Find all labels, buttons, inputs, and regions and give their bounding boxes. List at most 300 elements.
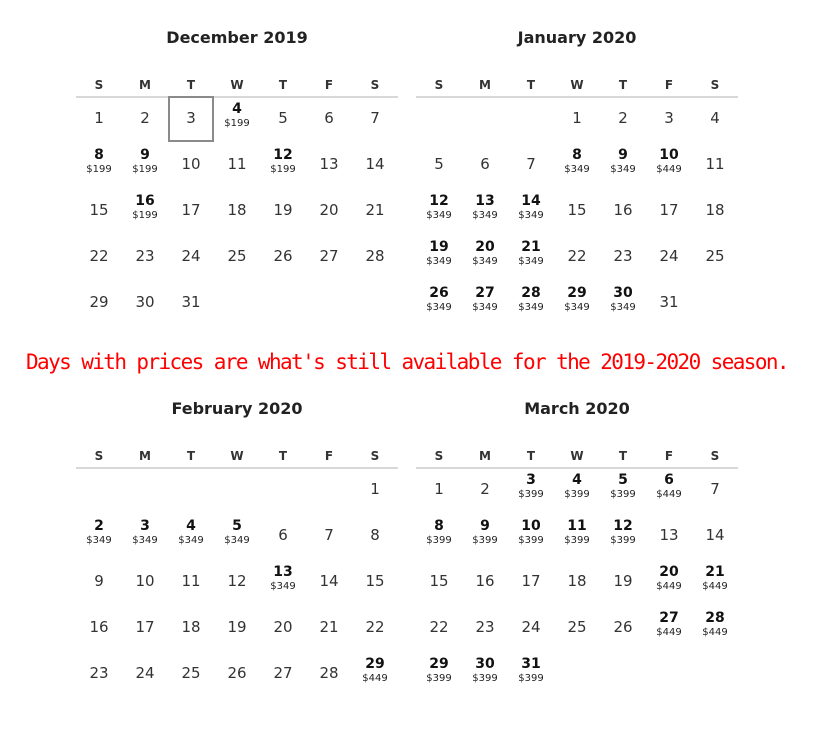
calendar-day[interactable]	[692, 142, 738, 188]
calendar-day[interactable]	[692, 96, 738, 142]
day-number: 4	[572, 472, 582, 488]
weekday-header: S	[94, 78, 104, 92]
calendar-day[interactable]	[214, 96, 260, 142]
day-price: $349	[132, 535, 158, 546]
calendar-day[interactable]	[306, 651, 352, 697]
day-number: 16	[135, 193, 155, 209]
day-number: 27	[475, 285, 495, 301]
day-number: 27	[659, 610, 679, 626]
calendar-day[interactable]	[260, 234, 306, 280]
day-number: 16	[89, 618, 109, 636]
calendar-day[interactable]	[554, 513, 600, 559]
day-number: 22	[365, 618, 385, 636]
day-number: 12	[227, 572, 247, 590]
calendar-day[interactable]	[168, 234, 214, 280]
day-number: 19	[429, 239, 449, 255]
calendar-day[interactable]	[508, 467, 554, 513]
calendar-day[interactable]	[168, 142, 214, 188]
day-number: 8	[370, 526, 380, 544]
day-number: 15	[89, 201, 109, 219]
day-price: $199	[132, 210, 158, 221]
day-price: $199	[270, 164, 296, 175]
calendar-day[interactable]	[214, 188, 260, 234]
calendar-day[interactable]	[508, 188, 554, 234]
calendar-day[interactable]	[646, 96, 692, 142]
weekday-header: M	[139, 449, 151, 463]
day-number: 4	[232, 101, 242, 117]
day-price: $349	[564, 164, 590, 175]
day-number: 2	[140, 109, 150, 127]
calendar-day[interactable]	[352, 605, 398, 651]
day-price: $349	[86, 535, 112, 546]
day-price: $349	[426, 302, 452, 313]
day-number: 18	[567, 572, 587, 590]
day-number: 30	[475, 656, 495, 672]
calendar-day[interactable]	[600, 605, 646, 651]
day-price: $349	[224, 535, 250, 546]
calendar-day[interactable]	[260, 188, 306, 234]
calendar-day[interactable]	[462, 513, 508, 559]
calendar-day[interactable]	[646, 513, 692, 559]
calendar-day[interactable]	[692, 188, 738, 234]
day-number: 6	[324, 109, 334, 127]
calendar-day[interactable]	[214, 513, 260, 559]
day-number: 4	[186, 518, 196, 534]
day-number: 1	[572, 109, 582, 127]
calendar-day[interactable]	[306, 605, 352, 651]
day-number: 2	[94, 518, 104, 534]
calendar-day[interactable]	[646, 142, 692, 188]
day-number: 31	[659, 293, 679, 311]
day-price: $349	[472, 210, 498, 221]
calendar-day[interactable]	[168, 513, 214, 559]
day-number: 21	[521, 239, 541, 255]
weekday-header: T	[618, 449, 628, 463]
day-number: 25	[227, 247, 247, 265]
day-number: 29	[429, 656, 449, 672]
day-number: 10	[521, 518, 541, 534]
day-number: 13	[319, 155, 339, 173]
calendar-february-2020	[76, 399, 398, 709]
calendar-day[interactable]	[352, 188, 398, 234]
day-price: $449	[362, 673, 388, 684]
calendar-day[interactable]	[416, 142, 462, 188]
calendar-day[interactable]	[76, 234, 122, 280]
weekday-header: M	[479, 449, 491, 463]
calendar-day[interactable]	[600, 188, 646, 234]
calendar-day[interactable]	[122, 559, 168, 605]
calendar-day[interactable]	[554, 234, 600, 280]
calendar-january-2020	[416, 28, 738, 338]
day-number: 1	[434, 480, 444, 498]
day-price: $349	[564, 302, 590, 313]
weekday-header: W	[230, 78, 244, 92]
calendar-december-2019	[76, 28, 398, 338]
day-number: 6	[278, 526, 288, 544]
calendar-day[interactable]	[168, 559, 214, 605]
calendar-day[interactable]	[646, 559, 692, 605]
calendar-day[interactable]	[306, 188, 352, 234]
day-number: 26	[273, 247, 293, 265]
calendar-day[interactable]	[462, 142, 508, 188]
calendar-day[interactable]	[416, 513, 462, 559]
calendar-day[interactable]	[306, 96, 352, 142]
day-number: 15	[365, 572, 385, 590]
calendar-day[interactable]	[352, 467, 398, 513]
calendar-day[interactable]	[76, 605, 122, 651]
calendar-day[interactable]	[416, 234, 462, 280]
day-number: 9	[480, 518, 490, 534]
calendar-day[interactable]	[692, 234, 738, 280]
day-number: 3	[186, 109, 196, 127]
calendar-day[interactable]	[214, 142, 260, 188]
calendar-day[interactable]	[508, 234, 554, 280]
day-number: 20	[475, 239, 495, 255]
calendar-day[interactable]	[306, 142, 352, 188]
calendar-day[interactable]	[306, 234, 352, 280]
day-number: 12	[273, 147, 293, 163]
calendar-day[interactable]	[508, 280, 554, 326]
calendar-day[interactable]	[462, 605, 508, 651]
calendar-day[interactable]	[122, 280, 168, 326]
day-price: $349	[178, 535, 204, 546]
calendar-day[interactable]	[76, 96, 122, 142]
day-price: $449	[656, 489, 682, 500]
day-number: 1	[94, 109, 104, 127]
calendar-day[interactable]	[508, 605, 554, 651]
calendar-day[interactable]	[462, 467, 508, 513]
calendar-day[interactable]	[260, 142, 306, 188]
day-number: 27	[273, 664, 293, 682]
day-price: $349	[426, 256, 452, 267]
weekday-header: S	[434, 449, 444, 463]
day-price: $449	[656, 164, 682, 175]
month-title: February 2020	[171, 399, 303, 418]
weekday-header: M	[479, 78, 491, 92]
calendar-day[interactable]	[168, 96, 214, 142]
weekday-header: W	[570, 78, 584, 92]
day-price: $399	[610, 535, 636, 546]
calendar-day[interactable]	[214, 651, 260, 697]
calendar-day[interactable]	[462, 559, 508, 605]
day-number: 23	[613, 247, 633, 265]
calendar-day[interactable]	[260, 651, 306, 697]
day-number: 8	[572, 147, 582, 163]
day-number: 24	[135, 664, 155, 682]
calendar-day[interactable]	[692, 513, 738, 559]
calendar-day[interactable]	[416, 188, 462, 234]
calendar-day[interactable]	[600, 234, 646, 280]
calendar-day[interactable]	[508, 559, 554, 605]
day-number: 27	[319, 247, 339, 265]
calendar-day[interactable]	[260, 96, 306, 142]
day-number: 24	[521, 618, 541, 636]
day-price: $349	[518, 210, 544, 221]
calendar-day[interactable]	[692, 467, 738, 513]
day-number: 28	[705, 610, 725, 626]
weekday-header: T	[618, 78, 628, 92]
calendar-day[interactable]	[214, 605, 260, 651]
day-number: 29	[567, 285, 587, 301]
day-number: 31	[521, 656, 541, 672]
calendar-day[interactable]	[122, 188, 168, 234]
day-number: 24	[181, 247, 201, 265]
header-divider	[76, 467, 398, 469]
day-number: 8	[94, 147, 104, 163]
day-number: 14	[521, 193, 541, 209]
day-number: 31	[181, 293, 201, 311]
calendar-day[interactable]	[646, 188, 692, 234]
day-price: $349	[472, 302, 498, 313]
weekday-header: S	[370, 449, 380, 463]
calendar-day[interactable]	[122, 96, 168, 142]
day-number: 11	[567, 518, 587, 534]
calendar-day[interactable]	[554, 280, 600, 326]
day-number: 7	[526, 155, 536, 173]
day-number: 29	[365, 656, 385, 672]
calendar-day[interactable]	[352, 513, 398, 559]
calendar-day[interactable]	[600, 142, 646, 188]
calendar-day[interactable]	[646, 280, 692, 326]
day-number: 26	[613, 618, 633, 636]
day-number: 14	[365, 155, 385, 173]
day-number: 7	[710, 480, 720, 498]
calendar-day[interactable]	[76, 651, 122, 697]
day-price: $349	[610, 164, 636, 175]
calendar-march-2020	[416, 399, 738, 709]
calendar-day[interactable]	[554, 559, 600, 605]
day-number: 7	[324, 526, 334, 544]
day-number: 7	[370, 109, 380, 127]
day-price: $449	[702, 581, 728, 592]
day-number: 12	[613, 518, 633, 534]
calendar-day[interactable]	[122, 513, 168, 559]
calendar-day[interactable]	[122, 234, 168, 280]
day-number: 21	[365, 201, 385, 219]
day-number: 26	[227, 664, 247, 682]
day-number: 13	[659, 526, 679, 544]
day-price: $399	[518, 489, 544, 500]
day-price: $399	[564, 535, 590, 546]
calendar-day[interactable]	[260, 559, 306, 605]
month-title: January 2020	[517, 28, 637, 47]
calendar-day[interactable]	[122, 605, 168, 651]
day-price: $449	[702, 627, 728, 638]
calendar-day[interactable]	[416, 559, 462, 605]
weekday-header: F	[324, 78, 334, 92]
day-number: 17	[181, 201, 201, 219]
calendar-day[interactable]	[168, 188, 214, 234]
month-title: December 2019	[166, 28, 308, 47]
day-number: 24	[659, 247, 679, 265]
calendar-day[interactable]	[76, 188, 122, 234]
day-price: $399	[426, 535, 452, 546]
day-price: $449	[656, 627, 682, 638]
calendar-day[interactable]	[168, 605, 214, 651]
day-number: 2	[618, 109, 628, 127]
day-number: 3	[140, 518, 150, 534]
day-price: $349	[610, 302, 636, 313]
day-number: 20	[319, 201, 339, 219]
calendar-day[interactable]	[352, 96, 398, 142]
month-title: March 2020	[524, 399, 630, 418]
day-number: 1	[370, 480, 380, 498]
day-number: 28	[319, 664, 339, 682]
day-number: 16	[475, 572, 495, 590]
weekday-header: T	[186, 449, 196, 463]
day-number: 11	[227, 155, 247, 173]
day-number: 16	[613, 201, 633, 219]
day-number: 9	[140, 147, 150, 163]
calendar-day[interactable]	[306, 559, 352, 605]
day-number: 6	[480, 155, 490, 173]
day-number: 10	[659, 147, 679, 163]
day-price: $449	[656, 581, 682, 592]
day-number: 25	[705, 247, 725, 265]
calendar-day[interactable]	[260, 605, 306, 651]
calendar-day[interactable]	[462, 234, 508, 280]
calendar-day[interactable]	[646, 234, 692, 280]
availability-note: Days with prices are what's still available for the 2019-2020 season.	[26, 350, 788, 374]
day-number: 9	[618, 147, 628, 163]
day-number: 26	[429, 285, 449, 301]
calendar-day[interactable]	[168, 651, 214, 697]
day-number: 28	[365, 247, 385, 265]
calendar-day[interactable]	[260, 513, 306, 559]
day-price: $349	[426, 210, 452, 221]
calendar-day[interactable]	[122, 651, 168, 697]
calendar-day[interactable]	[646, 605, 692, 651]
day-number: 11	[181, 572, 201, 590]
calendar-day[interactable]	[692, 559, 738, 605]
day-number: 22	[429, 618, 449, 636]
day-number: 15	[567, 201, 587, 219]
day-price: $399	[564, 489, 590, 500]
calendar-day[interactable]	[352, 142, 398, 188]
calendar-day[interactable]	[554, 188, 600, 234]
day-price: $349	[518, 302, 544, 313]
calendar-day[interactable]	[76, 142, 122, 188]
day-number: 3	[526, 472, 536, 488]
calendar-day[interactable]	[214, 234, 260, 280]
weekday-header: S	[710, 78, 720, 92]
calendar-day[interactable]	[508, 142, 554, 188]
day-price: $399	[472, 673, 498, 684]
calendar-day[interactable]	[554, 467, 600, 513]
day-number: 23	[135, 247, 155, 265]
calendar-day[interactable]	[416, 651, 462, 697]
day-number: 17	[521, 572, 541, 590]
day-price: $349	[472, 256, 498, 267]
day-number: 19	[273, 201, 293, 219]
weekday-header: S	[434, 78, 444, 92]
weekday-header: F	[664, 78, 674, 92]
calendar-day[interactable]	[600, 280, 646, 326]
weekday-header: S	[94, 449, 104, 463]
calendar-day[interactable]	[352, 234, 398, 280]
day-number: 28	[521, 285, 541, 301]
day-price: $399	[426, 673, 452, 684]
calendar-day[interactable]	[352, 651, 398, 697]
calendar-day[interactable]	[554, 96, 600, 142]
calendar-day[interactable]	[306, 513, 352, 559]
calendar-day[interactable]	[462, 280, 508, 326]
calendar-day[interactable]	[600, 96, 646, 142]
calendar-day[interactable]	[508, 513, 554, 559]
calendar-day[interactable]	[554, 605, 600, 651]
calendar-day[interactable]	[416, 605, 462, 651]
day-number: 13	[273, 564, 293, 580]
day-number: 5	[618, 472, 628, 488]
day-number: 23	[475, 618, 495, 636]
weekday-header: T	[186, 78, 196, 92]
calendar-day[interactable]	[600, 559, 646, 605]
calendar-day[interactable]	[462, 651, 508, 697]
day-number: 20	[273, 618, 293, 636]
day-number: 30	[135, 293, 155, 311]
day-price: $199	[132, 164, 158, 175]
day-number: 21	[319, 618, 339, 636]
day-number: 12	[429, 193, 449, 209]
calendar-day[interactable]	[416, 280, 462, 326]
calendar-day[interactable]	[76, 559, 122, 605]
day-number: 17	[135, 618, 155, 636]
day-number: 18	[705, 201, 725, 219]
day-number: 25	[567, 618, 587, 636]
weekday-header: T	[526, 449, 536, 463]
calendar-day[interactable]	[76, 513, 122, 559]
calendar-day[interactable]	[352, 559, 398, 605]
calendar-day[interactable]	[416, 467, 462, 513]
day-number: 18	[181, 618, 201, 636]
calendar-day[interactable]	[168, 280, 214, 326]
weekday-header: W	[570, 449, 584, 463]
calendar-day[interactable]	[76, 280, 122, 326]
day-number: 2	[480, 480, 490, 498]
weekday-header: F	[664, 449, 674, 463]
day-number: 6	[664, 472, 674, 488]
weekday-header: T	[278, 78, 288, 92]
day-price: $199	[86, 164, 112, 175]
day-number: 18	[227, 201, 247, 219]
day-price: $399	[518, 673, 544, 684]
calendar-day[interactable]	[600, 467, 646, 513]
calendar-day[interactable]	[462, 188, 508, 234]
calendar-day[interactable]	[122, 142, 168, 188]
calendar-day[interactable]	[646, 467, 692, 513]
day-number: 15	[429, 572, 449, 590]
day-number: 14	[705, 526, 725, 544]
day-number: 10	[181, 155, 201, 173]
day-number: 25	[181, 664, 201, 682]
calendar-day[interactable]	[214, 559, 260, 605]
day-price: $399	[472, 535, 498, 546]
day-price: $199	[224, 118, 250, 129]
weekday-header: M	[139, 78, 151, 92]
day-number: 17	[659, 201, 679, 219]
calendar-day[interactable]	[692, 605, 738, 651]
day-price: $349	[518, 256, 544, 267]
day-number: 22	[89, 247, 109, 265]
day-number: 4	[710, 109, 720, 127]
day-number: 30	[613, 285, 633, 301]
calendar-day[interactable]	[554, 142, 600, 188]
calendar-day[interactable]	[600, 513, 646, 559]
calendar-day[interactable]	[508, 651, 554, 697]
day-number: 11	[705, 155, 725, 173]
day-number: 5	[278, 109, 288, 127]
day-number: 14	[319, 572, 339, 590]
